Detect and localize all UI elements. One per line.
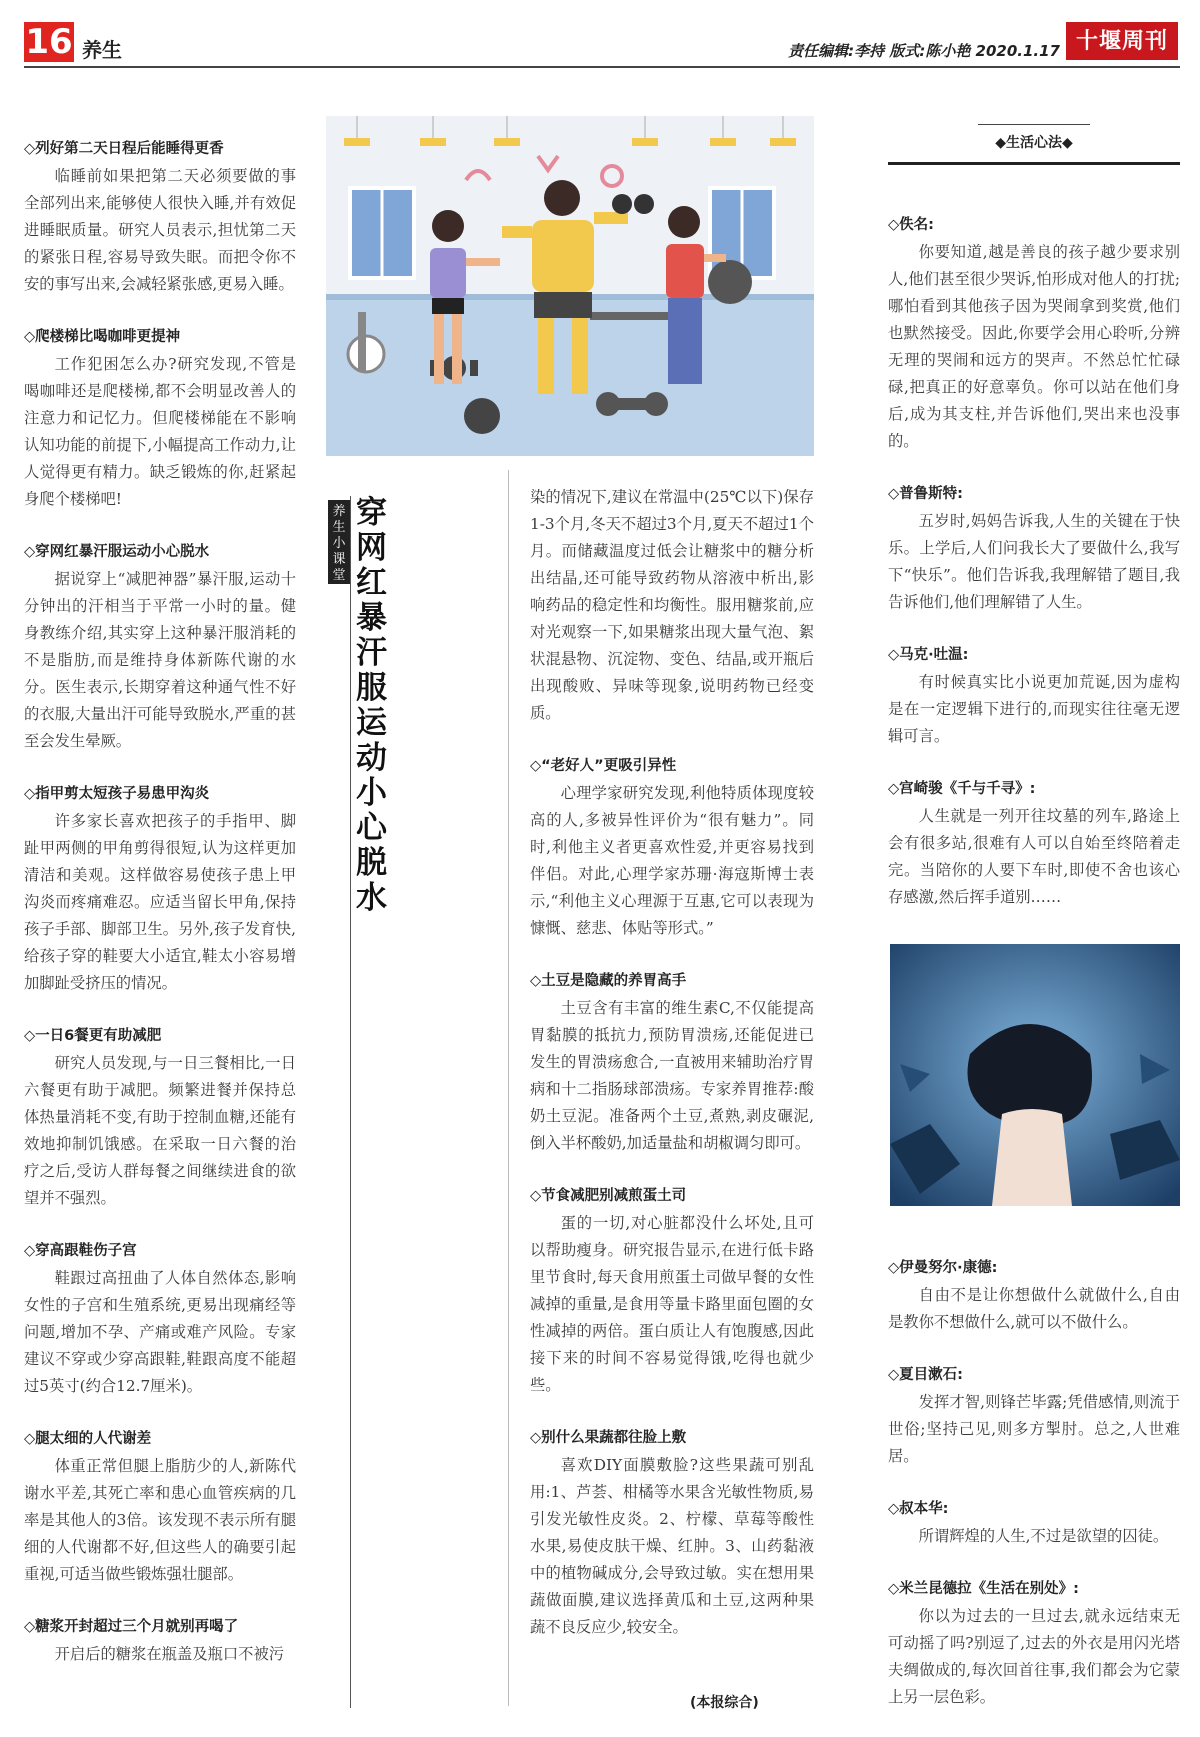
article — [24, 1238, 296, 1400]
article-body: 开启后的糖浆在瓶盖及瓶口不被污 — [54, 1645, 285, 1663]
article — [888, 1255, 1180, 1336]
article — [530, 1425, 814, 1641]
article-title: ◇土豆是隐藏的养胃高手 — [530, 973, 687, 989]
article — [24, 1426, 296, 1588]
article-body: 发挥才智,则锋芒毕露;凭借感情,则流于世俗;坚持己见,则多方掣肘。总之,人世难居。 — [888, 1393, 1180, 1465]
article-body: 蛋的一切,对心脏都没什么坏处,且可以帮助瘦身。研究报告显示,在进行低卡路里节食时,每天食用煎蛋土司做早餐的女性减掉的重量,是食用等量卡路里面包圈的女性减掉的两倍。蛋白质让人有饱腹感,因此接下来的时间不容易觉得饿,吃得也就少些。 — [530, 1214, 814, 1394]
article-title: ◇爬楼梯比喝咖啡更提神 — [24, 329, 181, 345]
article — [888, 1496, 1180, 1550]
article-title: ◇穿网红暴汗服运动小心脱水 — [24, 544, 210, 560]
article-title: ◇指甲剪太短孩子易患甲沟炎 — [24, 786, 210, 802]
article — [24, 324, 296, 513]
article-title: ◇别什么果蔬都往脸上敷 — [530, 1430, 687, 1446]
article-title: ◇列好第二天日程后能睡得更香 — [24, 141, 224, 157]
article — [888, 481, 1180, 616]
article-body: 据说穿上“减肥神器”暴汗服,运动十分钟出的汗相当于平常一小时的量。健身教练介绍,其实穿上这种暴汗服消耗的不是脂肪,而是维持身体新陈代谢的水分。医生表示,长期穿着这种通气性不好的衣服,大量出汗可能导致脱水,严重的甚至会发生晕厥。 — [24, 570, 296, 750]
article-body: 染的情况下,建议在常温中(25℃以下)保存1-3个月,冬天不超过3个月,夏天不超过1个月。而储藏温度过低会让糖浆中的糖分析出结晶,还可能导致药物从溶液中析出,影响药品的稳定性和均衡性。服用糖浆前,应对光观察一下,如果糖浆出现大量气泡、絮状混悬物、沉淀物、变色、结晶,或开瓶后出现酸败、异味等现象,说明药物已经变质。 — [530, 488, 814, 722]
article-title: ◇马克·吐温: — [888, 647, 969, 663]
article — [888, 1576, 1180, 1711]
article-title: ◇节食减肥别减煎蛋土司 — [530, 1188, 687, 1204]
middle-column — [530, 484, 814, 1667]
moon-girl-illustration — [890, 944, 1180, 1206]
feature-headline: 穿网红暴汗服运动小心脱水 — [356, 495, 387, 916]
article-title: ◇腿太细的人代谢差 — [24, 1431, 152, 1447]
article-title: ◇穿高跟鞋伤子宫 — [24, 1243, 137, 1259]
article-body: 所谓辉煌的人生,不过是欲望的囚徒。 — [918, 1527, 1169, 1545]
column-divider — [508, 470, 509, 1706]
source-note: (本报综合) — [690, 1695, 759, 1711]
article-body: 你以为过去的一旦过去,就永远结束无可动摇了吗?别逗了,过去的外衣是用闪光塔夫绸做成的,每次回首往事,我们都会为它蒙上另一层色彩。 — [888, 1607, 1180, 1706]
title-rule — [978, 124, 1090, 125]
article-title: ◇米兰昆德拉《生活在别处》: — [888, 1581, 1079, 1597]
article — [530, 968, 814, 1157]
article — [24, 1614, 296, 1668]
article — [24, 781, 296, 997]
article-body: 有时候真实比小说更加荒诞,因为虚构是在一定逻辑下进行的,而现实往往毫无逻辑可言。 — [888, 673, 1180, 745]
article — [888, 212, 1180, 455]
article-body: 五岁时,妈妈告诉我,人生的关键在于快乐。上学后,人们问我长大了要做什么,我写下“快乐”。他们告诉我,我理解错了题目,我告诉他们,他们理解错了人生。 — [888, 512, 1180, 611]
gym-illustration — [326, 116, 814, 456]
article-title: ◇夏目漱石: — [888, 1367, 963, 1383]
article-body: 体重正常但腿上脂肪少的人,新陈代谢水平差,其死亡率和患心血管疾病的几率是其他人的3倍。该发现不表示所有腿细的人代谢都不好,但这些人的确要引起重视,可适当做些锻炼强壮腿部。 — [24, 1457, 296, 1583]
section-name: 养生 — [82, 38, 122, 62]
article-title: ◇普鲁斯特: — [888, 486, 963, 502]
article-body: 鞋跟过高扭曲了人体自然体态,影响女性的子宫和生殖系统,更易出现痛经等问题,增加不孕、产痛或难产风险。专家建议不穿或少穿高跟鞋,鞋跟高度不能超过5英寸(约合12.7厘米)。 — [24, 1269, 296, 1395]
article-body: 心理学家研究发现,利他特质体现度较高的人,多被异性评价为“很有魅力”。同时,利他主义者更喜欢性爱,并更容易找到伴侣。对此,心理学家苏珊·海寇斯博士表示,“利他主义心理源于互惠,它可以表现为慷慨、慈悲、体贴等形式。” — [530, 784, 814, 937]
article-body: 许多家长喜欢把孩子的手指甲、脚趾甲两侧的甲角剪得很短,认为这样更加清洁和美观。这样做容易使孩子患上甲沟炎而疼痛难忍。应适当留长甲角,保持孩子手部、脚部卫生。另外,孩子发育快,给孩子穿的鞋要大小适宜,鞋太小容易增加脚趾受挤压的情况。 — [24, 812, 296, 992]
article — [24, 539, 296, 755]
article — [530, 484, 814, 727]
article-body: 工作犯困怎么办?研究发现,不管是喝咖啡还是爬楼梯,都不会明显改善人的注意力和记忆力。但爬楼梯能在不影响认知功能的前提下,小幅提高工作动力,让人觉得更有精力。缺乏锻炼的你,赶紧起身爬个楼梯吧! — [24, 355, 296, 508]
article-title: ◇佚名: — [888, 217, 934, 233]
article — [888, 1362, 1180, 1470]
column-divider — [350, 496, 351, 1708]
article — [888, 776, 1180, 911]
article-title: ◇“老好人”更吸引异性 — [530, 758, 677, 774]
article-title: ◇一日6餐更有助减肥 — [24, 1028, 162, 1044]
article — [530, 1183, 814, 1399]
article-title: ◇伊曼努尔·康德: — [888, 1260, 998, 1276]
article-title: ◇糖浆开封超过三个月就别再喝了 — [24, 1619, 239, 1635]
article — [888, 642, 1180, 750]
article-body: 喜欢DIY面膜敷脸?这些果蔬可别乱用:1、芦荟、柑橘等水果含光敏性物质,易引发光敏性皮炎。2、柠檬、草莓等酸性水果,易使皮肤干燥、红肿。3、山药黏液中的植物碱成分,会导致过敏。实在想用果蔬做面膜,建议选择黄瓜和土豆,这两种果蔬不良反应少,较安全。 — [530, 1456, 814, 1636]
masthead-logo: 十堰周刊 — [1066, 22, 1178, 60]
article — [24, 136, 296, 298]
editor-credits: 责任编辑:李持 版式:陈小艳 2020.1.17 — [788, 42, 1060, 60]
article — [530, 753, 814, 942]
page-number: 16 — [25, 22, 73, 62]
article-body: 土豆含有丰富的维生素C,不仅能提高胃黏膜的抵抗力,预防胃溃疡,还能促进已发生的胃溃疡愈合,一直被用来辅助治疗胃病和十二指肠球部溃疡。专家养胃推荐:酸奶土豆泥。准备两个土豆,煮熟,剥皮碾泥,倒入半杯酸奶,加适量盐和胡椒调匀即可。 — [530, 999, 814, 1152]
feature-kicker: 养生小课堂 — [328, 500, 350, 584]
right-column-title: ◆生活心法◆ — [995, 135, 1073, 151]
article-title: ◇叔本华: — [888, 1501, 949, 1517]
article — [24, 1023, 296, 1212]
article-body: 自由不是让你想做什么就做什么,自由是教你不想做什么,就可以不做什么。 — [888, 1286, 1180, 1331]
article-body: 你要知道,越是善良的孩子越少要求别人,他们甚至很少哭诉,怕形成对他人的打扰;哪怕看到其他孩子因为哭闹拿到奖赏,他们也默然接受。因此,你要学会用心聆听,分辨无理的哭闹和远方的哭声。不然总忙忙碌碌,把真正的好意辜负。你可以站在他们身后,成为其支柱,并告诉他们,哭出来也没事的。 — [888, 243, 1180, 450]
right-column-header — [888, 124, 1180, 164]
title-rule — [888, 162, 1180, 165]
article-body: 人生就是一列开往坟墓的列车,路途上会有很多站,很难有人可以自始至终陪着走完。当陪你的人要下车时,即使不舍也该心存感激,然后挥手道别…… — [888, 807, 1180, 906]
page-header — [0, 0, 1200, 75]
article-body: 研究人员发现,与一日三餐相比,一日六餐更有助于减肥。频繁进餐并保持总体热量消耗不变,有助于控制血糖,还能有效地抑制饥饿感。在采取一日六餐的治疗之后,受访人群每餐之间继续进食的欲望并不强烈。 — [24, 1054, 296, 1207]
article-title: ◇宫崎骏《千与千寻》: — [888, 781, 1036, 797]
left-column — [24, 136, 296, 1694]
header-rule — [24, 66, 1180, 68]
article-body: 临睡前如果把第二天必须要做的事全部列出来,能够使人很快入睡,并有效促进睡眠质量。研究人员表示,担忧第二天的紧张日程,容易导致失眠。而把令你不安的事写出来,会减轻紧张感,更易入睡。 — [24, 167, 296, 293]
